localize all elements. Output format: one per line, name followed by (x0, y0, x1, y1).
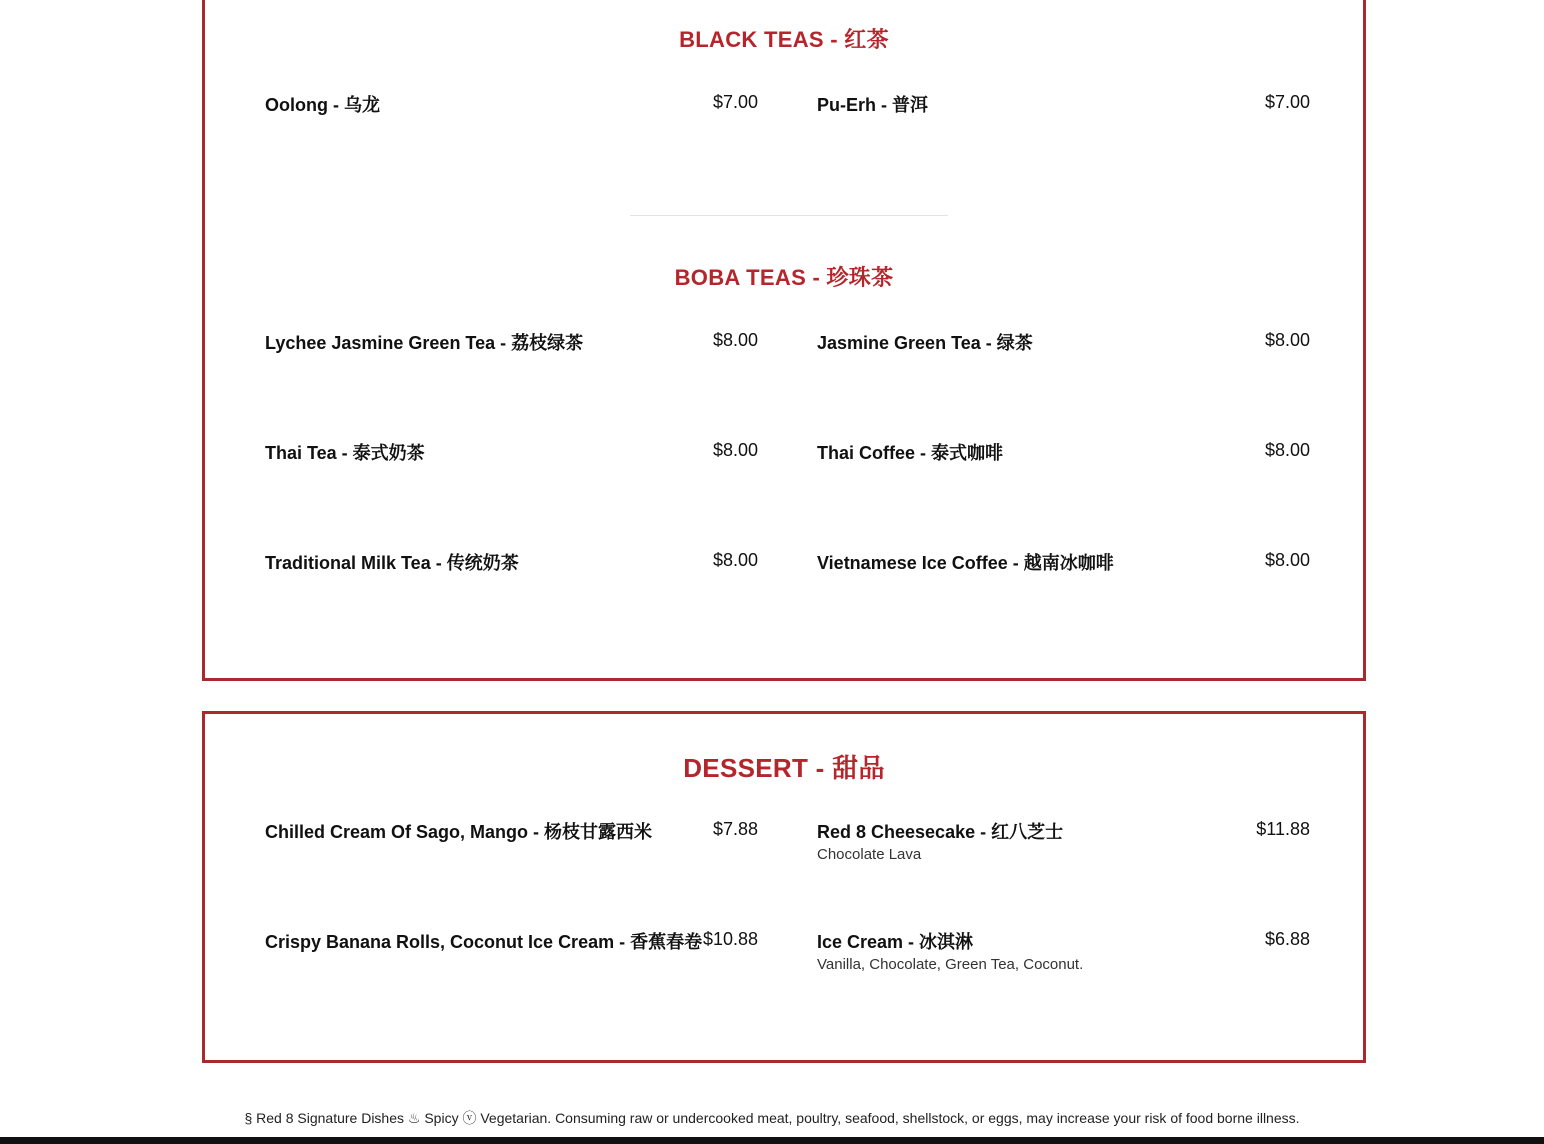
item-price: $7.00 (712, 92, 758, 112)
section-divider (630, 215, 948, 216)
menu-item (265, 329, 758, 389)
dessert-title: DESSERT - 甜品 (683, 753, 885, 783)
item-price: $8.00 (1264, 550, 1310, 570)
item-price: $8.00 (712, 440, 758, 460)
item-price: $6.88 (1264, 929, 1310, 949)
menu-item (265, 91, 758, 151)
page-bottom-bar (0, 1137, 1544, 1144)
menu-item (265, 549, 758, 609)
boba-teas-title: BOBA TEAS - 珍珠茶 (674, 265, 894, 290)
item-name: Ice Cream - 冰淇淋 (817, 932, 974, 952)
item-price: $10.88 (702, 929, 758, 949)
item-name: Vietnamese Ice Coffee - 越南冰咖啡 (817, 553, 1114, 573)
item-name: Chilled Cream Of Sago, Mango - 杨枝甘露西米 (265, 822, 653, 842)
menu-item (265, 928, 758, 988)
item-name: Oolong - 乌龙 (265, 95, 380, 115)
item-price: $7.88 (712, 819, 758, 839)
menu-footnote: § Red 8 Signature Dishes ♨ Spicy ⓥ Vegetarian. Consuming raw or undercooked meat, poultry, seafood, shellstock, or eggs, may increase your risk of food borne illness. (244, 1110, 1300, 1126)
item-price: $8.00 (712, 330, 758, 350)
item-description: Vanilla, Chocolate, Green Tea, Coconut. (817, 956, 1084, 973)
item-price: $8.00 (1264, 330, 1310, 350)
item-name: Thai Coffee - 泰式咖啡 (817, 443, 1004, 463)
item-price: $8.00 (712, 550, 758, 570)
menu-item (817, 549, 1310, 609)
item-description: Chocolate Lava (817, 846, 922, 863)
menu-item (817, 818, 1310, 878)
item-name: Pu-Erh - 普洱 (817, 95, 928, 115)
tea-menu-panel (202, 0, 1366, 681)
item-name: Red 8 Cheesecake - 红八芝士 (817, 822, 1064, 842)
item-price: $8.00 (1264, 440, 1310, 460)
menu-item (817, 928, 1310, 988)
menu-item (817, 329, 1310, 389)
item-name: Traditional Milk Tea - 传统奶茶 (265, 553, 519, 573)
item-price: $7.00 (1264, 92, 1310, 112)
menu-item (817, 91, 1310, 151)
item-name: Jasmine Green Tea - 绿茶 (817, 333, 1033, 353)
menu-item (265, 818, 758, 878)
item-name: Thai Tea - 泰式奶茶 (265, 443, 425, 463)
black-teas-title: BLACK TEAS - 红茶 (679, 27, 889, 52)
item-name: Crispy Banana Rolls, Coconut Ice Cream - 香蕉春卷 (265, 932, 703, 952)
menu-item (265, 439, 758, 499)
item-price: $11.88 (1256, 819, 1310, 839)
menu-item (817, 439, 1310, 499)
item-name: Lychee Jasmine Green Tea - 荔枝绿茶 (265, 333, 584, 353)
dessert-menu-panel (202, 711, 1366, 1063)
